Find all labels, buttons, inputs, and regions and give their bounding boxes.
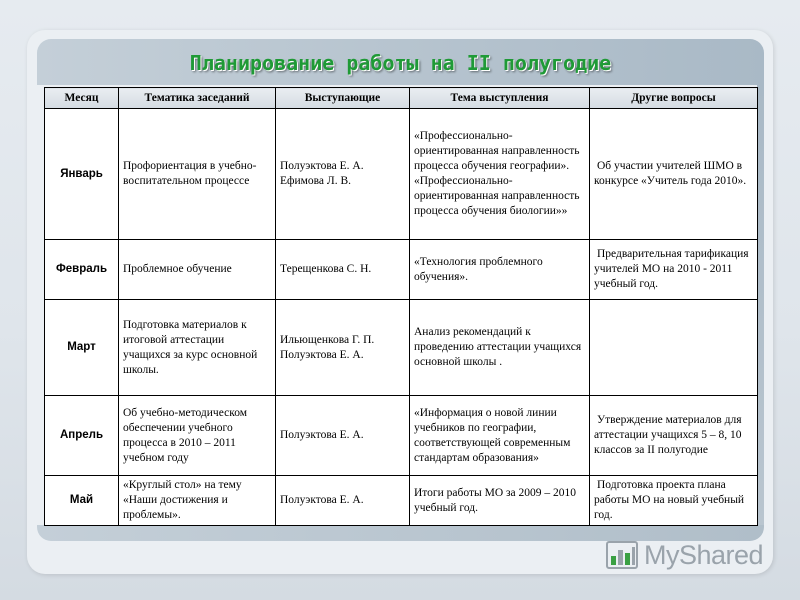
table-row: [45, 396, 758, 476]
topic-cell: Профориентация в учебно-воспитательном процессе: [119, 109, 276, 240]
month-cell: Май: [45, 476, 119, 526]
plan-table: [44, 87, 758, 526]
logo-text: [644, 538, 763, 572]
month-cell: Январь: [45, 109, 119, 240]
header-topic: Тематика заседаний: [119, 88, 276, 109]
other-text: Утверждение материалов для аттестации учащихся 5 – 8, 10 классов за II полугодие: [594, 414, 742, 456]
other-cell: [590, 300, 758, 396]
page-title: Планирование работы на II полугодие: [189, 51, 612, 75]
month-cell: Март: [45, 300, 119, 396]
other-text: Предварительная тарификация учителей МО на 2010 - 2011 учебный год.: [594, 248, 749, 290]
header-month: Месяц: [45, 88, 119, 109]
other-cell: [590, 476, 758, 526]
talk-cell: «Профессионально-ориентированная направленность процесса обучения географии». «Профессионально-ориентированная направленность процесса обучения биологии»»: [410, 109, 590, 240]
bar-chart-icon: [606, 538, 640, 572]
other-cell: [590, 240, 758, 300]
table-row: [45, 300, 758, 396]
month-cell: Февраль: [45, 240, 119, 300]
other-cell: [590, 109, 758, 240]
topic-cell: Проблемное обучение: [119, 240, 276, 300]
talk-cell: Анализ рекомендаций к проведению аттестации учащихся основной школы .: [410, 300, 590, 396]
other-cell: [590, 396, 758, 476]
table-row: [45, 240, 758, 300]
logo-text-my: My: [644, 540, 679, 570]
table-row: [45, 109, 758, 240]
right-frame-band: [757, 85, 764, 525]
header-talk: Тема выступления: [410, 88, 590, 109]
topic-cell: Об учебно-методическом обеспечении учебного процесса в 2010 – 2011 учебном году: [119, 396, 276, 476]
logo-text-shared: Shared: [679, 540, 764, 570]
topic-cell: Подготовка материалов к итоговой аттестации учащихся за курс основной школы.: [119, 300, 276, 396]
month-cell: Апрель: [45, 396, 119, 476]
talk-cell: «Технология проблемного обучения».: [410, 240, 590, 300]
header-speakers: Выступающие: [276, 88, 410, 109]
table-row: [45, 476, 758, 526]
speakers-cell: Полуэктова Е. А. Ефимова Л. В.: [276, 109, 410, 240]
speakers-cell: Ильющенкова Г. П. Полуэктова Е. А.: [276, 300, 410, 396]
myshared-logo: [606, 535, 772, 575]
header-other: Другие вопросы: [590, 88, 758, 109]
talk-cell: Итоги работы МО за 2009 – 2010 учебный год.: [410, 476, 590, 526]
other-text: Подготовка проекта плана работы МО на новый учебный год.: [594, 479, 745, 521]
speakers-cell: Полуэктова Е. А.: [276, 476, 410, 526]
table-header-row: [45, 88, 758, 109]
topic-cell: «Круглый стол» на тему «Наши достижения и проблемы».: [119, 476, 276, 526]
other-text: Об участии учителей ШМО в конкурсе «Учитель года 2010».: [594, 160, 747, 187]
speakers-cell: Терещенкова С. Н.: [276, 240, 410, 300]
speakers-cell: Полуэктова Е. А.: [276, 396, 410, 476]
talk-cell: «Информация о новой линии учебников по географии, соответствующей современным стандартам образования»: [410, 396, 590, 476]
